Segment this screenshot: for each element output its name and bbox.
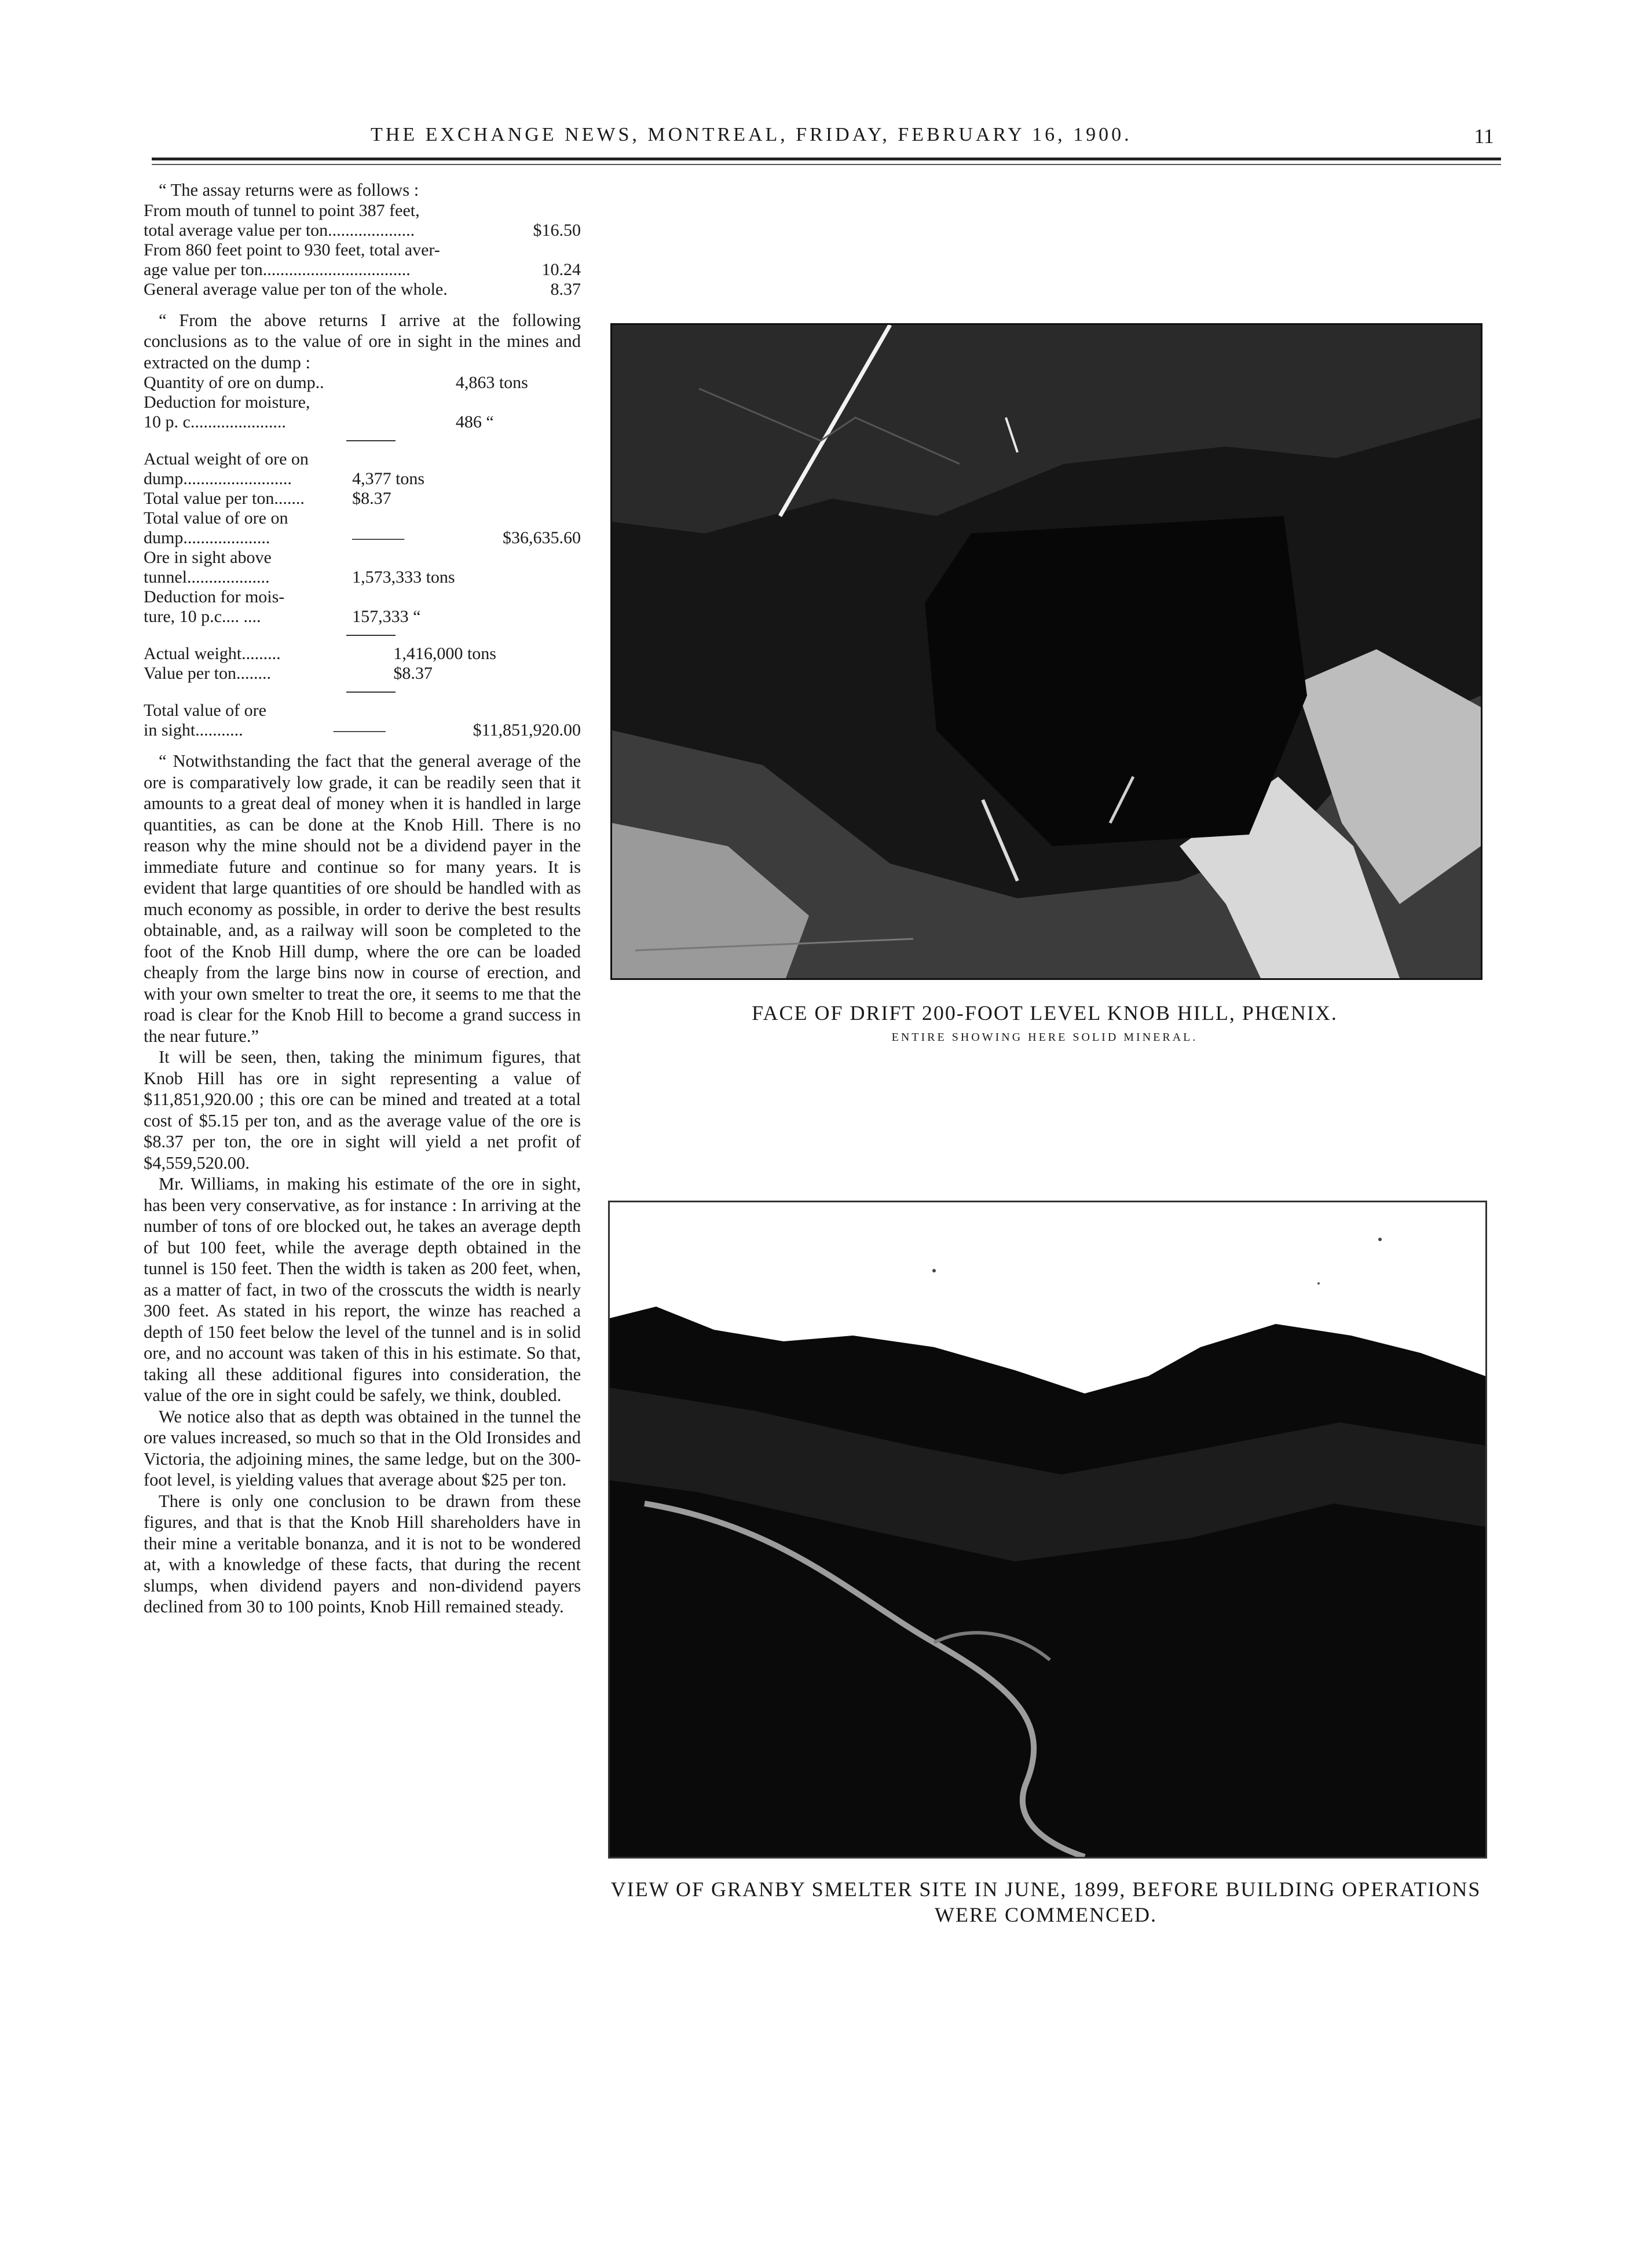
row-quantity <box>352 587 482 607</box>
row-label: Actual weight of ore on <box>144 449 309 469</box>
row-total <box>414 701 581 720</box>
paragraph-seen: It will be seen, then, taking the minimum figures, that Knob Hill has ore in sight representing a value of $11,851,920.00 ; this ore can be mined and treated at a total cost of $5.15 per ton, and as the average value of the ore is $8.37 per ton, the ore in sight will yield a net profit of $4,559,520.00. <box>144 1047 581 1173</box>
drift-photo-caption: FACE OF DRIFT 200-FOOT LEVEL KNOB HILL, PHŒNIX. <box>752 1001 1338 1025</box>
row-label: Total value of ore on <box>144 509 288 528</box>
dump-table <box>144 373 581 432</box>
row-quantity <box>352 548 482 568</box>
row-total: $11,851,920.00 <box>473 720 581 740</box>
smelter-site-photo <box>608 1201 1487 1859</box>
sight-table <box>144 644 581 683</box>
row-total <box>482 568 581 587</box>
row-label: From 860 feet point to 930 feet, total aver- <box>144 240 440 259</box>
row-label: dump......................... <box>144 469 292 488</box>
paragraph-williams: Mr. Williams, in making his estimate of the ore in sight, has been very conservative, as for instance : In arriving at the number of tons of ore blocked out, he takes an average depth of but 100 feet, while the average depth obtained in the tunnel is 150 feet. Then the width is taken as 200 feet, when, as a matter of fact, in two of the crosscuts the width is nearly 300 feet. As stated in his report, the winze has reached a depth of 150 feet below the level of the tunnel and is in solid ore, and no account was taken of this in his estimate. So that, taking all these additional figures into consideration, the value of the ore in sight could be safely, we think, doubled. <box>144 1174 581 1405</box>
row-label: Actual weight......... <box>144 644 281 663</box>
total-table <box>144 701 581 740</box>
sum-rule <box>346 635 396 636</box>
row-quantity: 4,377 tons <box>352 469 425 488</box>
row-value <box>521 240 581 260</box>
drift-photo-subcaption: ENTIRE SHOWING HERE SOLID MINERAL. <box>891 1031 1198 1044</box>
sum-rule <box>346 692 396 693</box>
row-total <box>482 449 581 469</box>
header-rule <box>152 158 1501 160</box>
table-row <box>144 280 581 299</box>
table-row <box>144 489 581 509</box>
table-row <box>144 412 581 432</box>
paragraph-returns: “ From the above returns I arrive at the following conclusions as to the value of ore in sight in the mines and extracted on the dump : <box>144 310 581 372</box>
row-quantity: 157,333 “ <box>352 607 421 626</box>
row-label: ture, 10 p.c.... .... <box>144 607 261 626</box>
row-label: Ore in sight above <box>144 548 272 567</box>
paragraph-depth: We notice also that as depth was obtained in the tunnel the ore values increased, so much so that in the Old Ironsides and Victoria, the adjoining mines, the same ledge, but on the 300-foot level, is yielding values that average about $25 per ton. <box>144 1406 581 1490</box>
page-number: 11 <box>1474 125 1494 148</box>
row-total <box>482 509 581 528</box>
table-row <box>144 587 581 607</box>
row-label: Total value per ton....... <box>144 489 305 508</box>
header-rule-thin <box>152 164 1501 165</box>
page-header <box>145 124 1506 153</box>
paragraph-notwithstanding: “ Notwithstanding the fact that the general average of the ore is comparatively low grade, it can be readily seen that it amounts to a great deal of money when it is handled in large quantities, as can be done at the Knob Hill. There is no reason why the mine should not be a dividend payer in the immediate future and continue so for many years. It is evident that large quantities of ore should be handled with as much economy as possible, in order to derive the best results obtainable, and, as a railway will soon be completed to the foot of the Knob Hill dump, where the ore can be loaded cheaply from the large bins now in course of erection, and with your own smelter to treat the ore, it seems to me that the road is clear for the Knob Hill to become a grand success in the near future.” <box>144 751 581 1046</box>
row-quantity <box>334 701 414 720</box>
table-row <box>144 720 581 740</box>
row-quantity <box>352 509 482 528</box>
row-label: in sight........... <box>144 720 243 740</box>
row-label: age value per ton.................................. <box>144 259 411 279</box>
newspaper-masthead: THE EXCHANGE NEWS, MONTREAL, FRIDAY, FEBRUARY 16, 1900. <box>371 124 1132 145</box>
row-label: From mouth of tunnel to point 387 feet, <box>144 200 420 220</box>
actual-table <box>144 449 581 627</box>
table-row <box>144 607 581 627</box>
row-label: Value per ton........ <box>144 664 271 683</box>
row-label: Quantity of ore on dump.. <box>144 373 324 392</box>
row-value: 8.37 <box>550 279 581 299</box>
row-quantity: $8.37 <box>393 664 433 683</box>
table-row <box>144 469 581 489</box>
row-label: Deduction for moisture, <box>144 393 310 412</box>
paragraph-conclusion: There is only one conclusion to be drawn from these figures, and that is that the Knob Hill shareholders have in their mine a veritable bonanza, and it is not to be wondered at, with a knowledge of these facts, that during the recent slumps, when dividend payers and non-dividend payers declined from 30 to 100 points, Knob Hill remained steady. <box>144 1491 581 1616</box>
row-total <box>482 607 581 627</box>
row-label: Total value of ore <box>144 701 266 720</box>
table-row <box>144 373 581 393</box>
row-total <box>482 489 581 509</box>
smelter-photo-caption: VIEW OF GRANBY SMELTER SITE IN JUNE, 1899, BEFORE BUILDING OPERATIONS WERE COMMENCED. <box>610 1878 1481 1926</box>
row-total <box>482 548 581 568</box>
row-quantity <box>352 449 482 469</box>
sum-rule <box>346 440 396 441</box>
assay-intro: “ The assay returns were as follows : <box>159 180 419 200</box>
row-label: Deduction for mois- <box>144 587 285 606</box>
table-row <box>144 240 581 260</box>
table-row <box>144 201 581 221</box>
row-label: tunnel................... <box>144 568 270 587</box>
row-value: $16.50 <box>533 220 581 240</box>
row-label: dump.................... <box>144 528 270 547</box>
table-row <box>144 260 581 280</box>
row-label: total average value per ton.................... <box>144 220 415 240</box>
row-value: 10.24 <box>541 259 581 279</box>
table-row <box>144 509 581 528</box>
table-row <box>144 449 581 469</box>
row-value <box>521 201 581 221</box>
table-row <box>144 528 581 548</box>
table-row <box>144 221 581 240</box>
table-row <box>144 548 581 568</box>
row-label: 10 p. c...................... <box>144 412 286 431</box>
row-quantity: 1,573,333 tons <box>352 568 455 587</box>
row-quantity: $8.37 <box>352 489 391 508</box>
assay-table <box>144 201 581 299</box>
row-quantity: 486 “ <box>455 412 494 431</box>
row-label: General average value per ton of the whole. <box>144 279 448 299</box>
table-row <box>144 568 581 587</box>
article-column <box>144 180 581 2218</box>
table-row <box>144 393 581 412</box>
row-total <box>482 469 581 489</box>
row-quantity: 1,416,000 tons <box>393 644 496 663</box>
row-quantity: ——— <box>333 720 386 740</box>
row-total: $36,635.60 <box>503 528 581 547</box>
row-quantity <box>456 393 581 412</box>
table-row <box>144 701 581 720</box>
row-quantity: 4,863 tons <box>455 373 528 392</box>
row-quantity: ——— <box>352 528 405 547</box>
table-row <box>144 644 581 664</box>
row-total <box>482 587 581 607</box>
drift-face-photo <box>610 323 1482 980</box>
table-row <box>144 664 581 683</box>
